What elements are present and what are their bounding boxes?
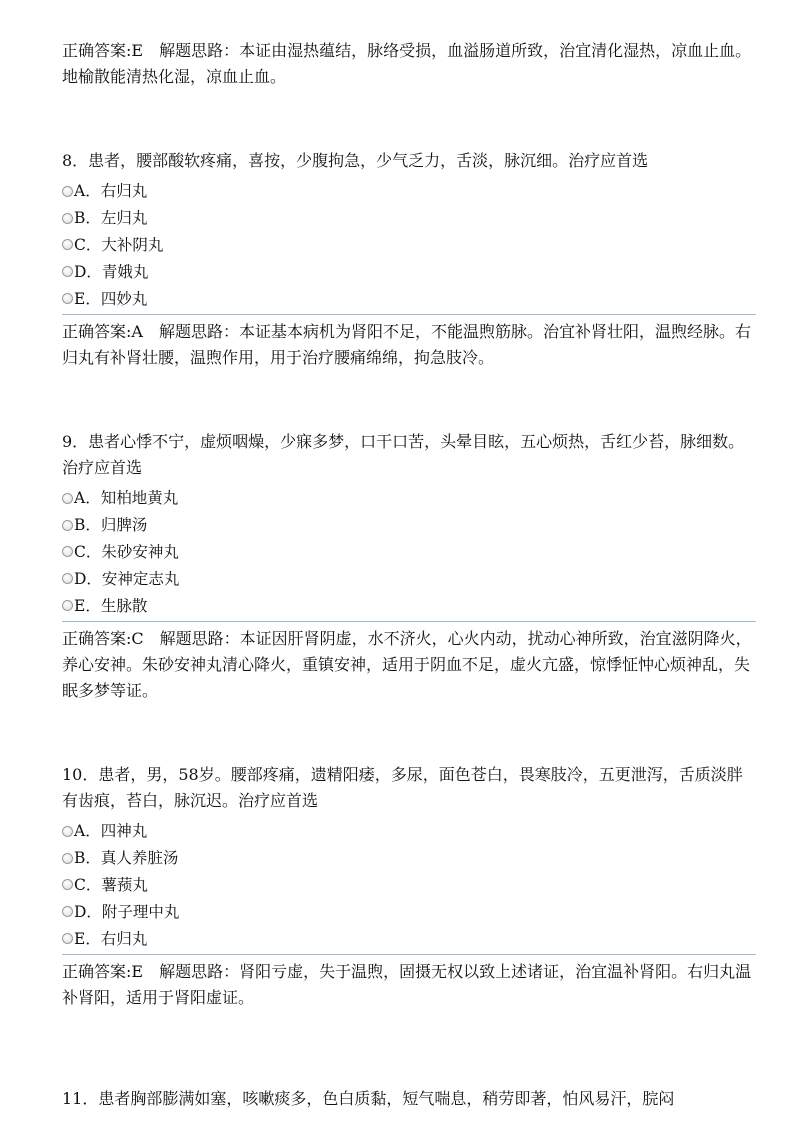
radio-button-icon[interactable] bbox=[62, 879, 73, 890]
radio-button-icon[interactable] bbox=[62, 493, 73, 504]
radio-button-icon[interactable] bbox=[62, 573, 73, 584]
divider bbox=[62, 314, 756, 315]
question-block-10 bbox=[62, 762, 756, 1011]
option-10-d[interactable]: D．附子理中丸 bbox=[62, 898, 756, 925]
option-10-e[interactable]: E．右归丸 bbox=[62, 925, 756, 952]
question-text-10: 10．患者，男，58岁。腰部疼痛，遗精阳痿，多尿，面色苍白，畏寒肢冷，五更泄泻，舌质淡胖有齿痕，苔白，脉沉迟。治疗应首选 bbox=[62, 764, 743, 810]
answer-explanation-7: 正确答案:E 解题思路：本证由湿热蕴结，脉络受损，血溢肠道所致，治宜清化湿热，凉血止血。地榆散能清热化湿，凉血止血。 bbox=[62, 41, 752, 86]
option-10-b[interactable]: B．真人养脏汤 bbox=[62, 845, 756, 872]
answer-explanation-8: 正确答案:A 解题思路：本证基本病机为肾阳不足，不能温煦筋脉。治宜补肾壮阳，温煦经脉。右归丸有补肾壮腰，温煦作用，用于治疗腰痛绵绵，拘急肢冷。 bbox=[62, 321, 751, 367]
option-8-b[interactable]: B．左归丸 bbox=[62, 205, 756, 232]
radio-button-icon[interactable] bbox=[62, 213, 73, 224]
answer-explanation-9: 正确答案:C 解题思路：本证因肝肾阴虚，水不济火，心火内动，扰动心神所致，治宜滋阴降火，养心安神。朱砂安神丸清心降火，重镇安神，适用于阴血不足，虚火亢盛，惊悸怔忡心烦神乱，失眠多梦等证。 bbox=[62, 628, 752, 700]
question-block-9 bbox=[62, 429, 756, 704]
option-9-e[interactable]: E．生脉散 bbox=[62, 592, 756, 619]
radio-button-icon[interactable] bbox=[62, 826, 73, 837]
option-10-a[interactable]: A．四神丸 bbox=[62, 818, 756, 845]
options-list-8 bbox=[62, 178, 756, 312]
radio-button-icon[interactable] bbox=[62, 853, 73, 864]
option-8-e[interactable]: E．四妙丸 bbox=[62, 285, 756, 312]
divider bbox=[62, 621, 756, 622]
option-8-d[interactable]: D．青娥丸 bbox=[62, 258, 756, 285]
option-9-d[interactable]: D．安神定志丸 bbox=[62, 565, 756, 592]
question-text-11: 11．患者胸部膨满如塞，咳嗽痰多，色白质黏，短气喘息，稍劳即著，怕风易汗，脘闷 bbox=[62, 1089, 675, 1108]
document-page bbox=[62, 38, 756, 1011]
question-block-8 bbox=[62, 148, 756, 371]
options-list-10 bbox=[62, 818, 756, 952]
radio-button-icon[interactable] bbox=[62, 906, 73, 917]
option-8-c[interactable]: C．大补阴丸 bbox=[62, 232, 756, 259]
question-text-9: 9．患者心悸不宁，虚烦咽燥，少寐多梦，口干口苦，头晕目眩，五心烦热，舌红少苔，脉细数。治疗应首选 bbox=[62, 431, 745, 477]
option-9-c[interactable]: C．朱砂安神丸 bbox=[62, 539, 756, 566]
radio-button-icon[interactable] bbox=[62, 546, 73, 557]
option-9-a[interactable]: A．知柏地黄丸 bbox=[62, 485, 756, 512]
radio-button-icon[interactable] bbox=[62, 600, 73, 611]
option-8-a[interactable]: A．右归丸 bbox=[62, 178, 756, 205]
radio-button-icon[interactable] bbox=[62, 239, 73, 250]
divider bbox=[62, 954, 756, 955]
radio-button-icon[interactable] bbox=[62, 520, 73, 531]
question-text-8: 8．患者，腰部酸软疼痛，喜按，少腹拘急，少气乏力，舌淡，脉沉细。治疗应首选 bbox=[62, 151, 649, 170]
answer-explanation-10: 正确答案:E 解题思路：肾阳亏虚，失于温煦，固摄无权以致上述诸证，治宜温补肾阳。右归丸温补肾阳，适用于肾阳虚证。 bbox=[62, 961, 752, 1007]
radio-button-icon[interactable] bbox=[62, 266, 73, 277]
radio-button-icon[interactable] bbox=[62, 293, 73, 304]
option-9-b[interactable]: B．归脾汤 bbox=[62, 512, 756, 539]
option-10-c[interactable]: C．薯蓣丸 bbox=[62, 872, 756, 899]
radio-button-icon[interactable] bbox=[62, 186, 73, 197]
radio-button-icon[interactable] bbox=[62, 933, 73, 944]
options-list-9 bbox=[62, 485, 756, 619]
